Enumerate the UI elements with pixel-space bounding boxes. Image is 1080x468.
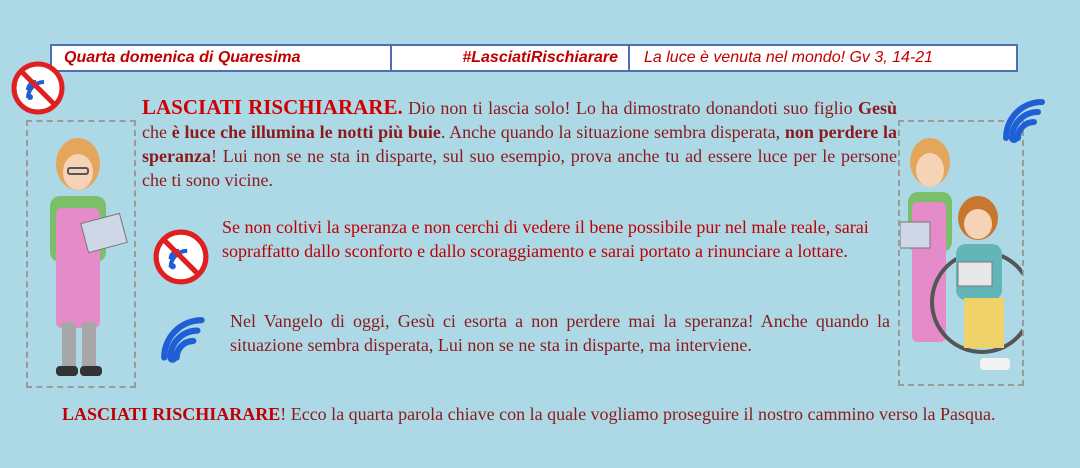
no-hope-paragraph: Se non coltivi la speranza e non cerchi di vedere il bene possibile pur nel male reale, sarai sopraffatto dallo sconforto e dallo scoraggiamento e sarai portato a rinunciare a lottare. bbox=[222, 217, 869, 261]
wifi-icon bbox=[158, 316, 214, 368]
header-verse: La luce è venuta nel mondo! Gv 3, 14-21 bbox=[644, 49, 934, 66]
no-wifi-icon bbox=[152, 228, 210, 286]
left-illustration-frame bbox=[26, 120, 136, 388]
woman-and-child-illustration bbox=[900, 122, 1022, 384]
header-occasion: Quarta domenica di Quaresima bbox=[52, 46, 392, 70]
woman-reading-illustration bbox=[28, 122, 134, 386]
intro-text-4: ! Lui non se ne sta in disparte, sul suo esempio, prova anche tu ad essere luce per le persone che ti sono vicine. bbox=[142, 146, 897, 190]
closing-text: ! Ecco la quarta parola chiave con la quale vogliamo proseguire il nostro cammino verso la Pasqua. bbox=[280, 404, 996, 424]
intro-bold-1: Gesù bbox=[857, 98, 897, 118]
right-illustration-frame bbox=[898, 120, 1024, 386]
gospel-paragraph: Nel Vangelo di oggi, Gesù ci esorta a non perdere mai la speranza! Anche quando la situazione sembra disperata, Lui non se ne sta in disparte, ma interviene. bbox=[230, 311, 890, 355]
header-bar bbox=[50, 44, 1018, 72]
wifi-icon bbox=[1000, 98, 1054, 148]
intro-paragraph bbox=[142, 95, 897, 192]
intro-text-1: Dio non ti lascia solo! Lo ha dimostrato donandoti suo figlio bbox=[402, 98, 858, 118]
intro-bold-2: è luce che illumina le notti più buie bbox=[171, 122, 441, 142]
intro-text-3: . Anche quando la situazione sembra disperata, bbox=[440, 122, 785, 142]
intro-text-2: che bbox=[142, 122, 172, 142]
closing-title: LASCIATI RISCHIARARE bbox=[62, 404, 281, 424]
intro-title: LASCIATI RISCHIARARE. bbox=[142, 95, 403, 119]
no-wifi-icon bbox=[10, 60, 66, 116]
closing-paragraph bbox=[62, 402, 1020, 426]
header-hashtag: #LasciatiRischiarare bbox=[392, 46, 630, 70]
intro-bold-3: non perdere la speranza bbox=[142, 122, 898, 166]
